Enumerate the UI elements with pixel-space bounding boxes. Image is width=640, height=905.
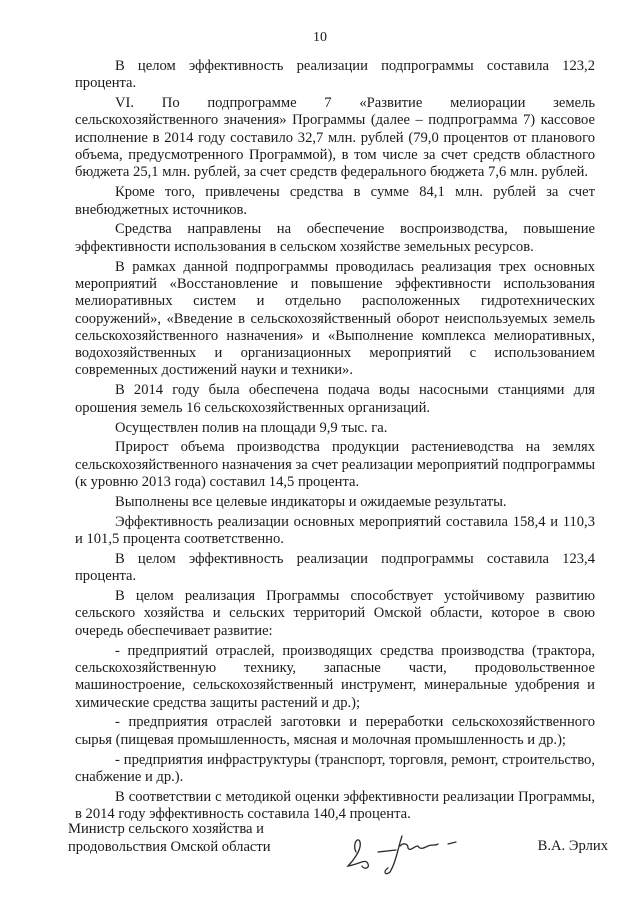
signatory-title (68, 820, 328, 856)
signature-block (68, 820, 608, 880)
list-item-1: - предприятий отраслей, производящих средства производства (трактора, сельскохозяйственную технику, запасные части, продовольственное машиностроение, сельскохозяйственный инструмент, минеральные удобрения и химические средства защиты растений и др.); (75, 642, 595, 711)
list-item-3: - предприятия инфраструктуры (транспорт, торговля, ремонт, строительство, снабжение и др.). (75, 751, 595, 785)
document-body (75, 58, 595, 826)
signatory-name: В.А. Эрлих (537, 838, 608, 854)
paragraph-8: Прирост объема производства продукции растениеводства на землях сельскохозяйственного назначения за счет реализации мероприятий подпрограммы (к уровню 2013 года) составил 14,5 процента. (75, 439, 595, 490)
paragraph-13: В соответствии с методикой оценки эффективности реализации Программы, в 2014 году эффективность составила 140,4 процента. (75, 788, 595, 823)
paragraph-11: В целом эффективность реализации подпрограммы составила 123,4 процента. (75, 550, 595, 585)
signatory-title-line-1: Министр сельского хозяйства и (68, 821, 264, 837)
paragraph-4: Средства направлены на обеспечение воспроизводства, повышение эффективности использования в сельском хозяйстве земельных ресурсов. (75, 221, 595, 255)
paragraph-7: Осуществлен полив на площади 9,9 тыс. га. (115, 419, 388, 436)
signatory-title-line-2: продовольствия Омской области (68, 839, 271, 855)
page-number: 10 (313, 30, 327, 45)
paragraph-6: В 2014 году была обеспечена подача воды насосными станциями для орошения земель 16 сельскохозяйственных организаций. (75, 382, 595, 416)
list-item-2: - предприятия отраслей заготовки и переработки сельскохозяйственного сырья (пищевая промышленность, мясная и молочная промышленность и др.); (75, 714, 595, 748)
paragraph-2: VI. По подпрограмме 7 «Развитие мелиорации земель сельскохозяйственного значения» Программы (далее – подпрограмма 7) кассовое исполнение в 2014 году составило 32,7 млн. рублей (79,0 процентов от планового объема, предусмотренного Программой), в том числе за счет средств областного бюджета 25,1 млн. рублей, за счет средств федерального бюджета 7,6 млн. рублей. (75, 95, 595, 181)
paragraph-10: Эффективность реализации основных мероприятий составила 158,4 и 110,3 и 101,5 процента соответственно. (75, 513, 595, 548)
paragraph-3: Кроме того, привлечены средства в сумме 84,1 млн. рублей за счет внебюджетных источников. (75, 184, 595, 218)
paragraph-1: В целом эффективность реализации подпрограммы составила 123,2 процента. (75, 58, 595, 92)
paragraph-9: Выполнены все целевые индикаторы и ожидаемые результаты. (115, 493, 507, 510)
handwritten-signature (338, 822, 468, 878)
paragraph-12: В целом реализация Программы способствует устойчивому развитию сельского хозяйства и сельских территорий Омской области, которое в свою очередь обеспечивает развитие: (75, 588, 595, 639)
paragraph-5: В рамках данной подпрограммы проводилась реализация трех основных мероприятий «Восстановление и повышение эффективности использования мелиоративных систем и отдельно расположенных гидротехнических сооружений», «Введение в сельскохозяйственный оборот неиспользуемых земель сельскохозяйственного назначения» и «Выполнение комплекса мелиоративных, водохозяйственных и организационных мероприятий с использованием современных достижений науки и техники». (75, 258, 595, 379)
